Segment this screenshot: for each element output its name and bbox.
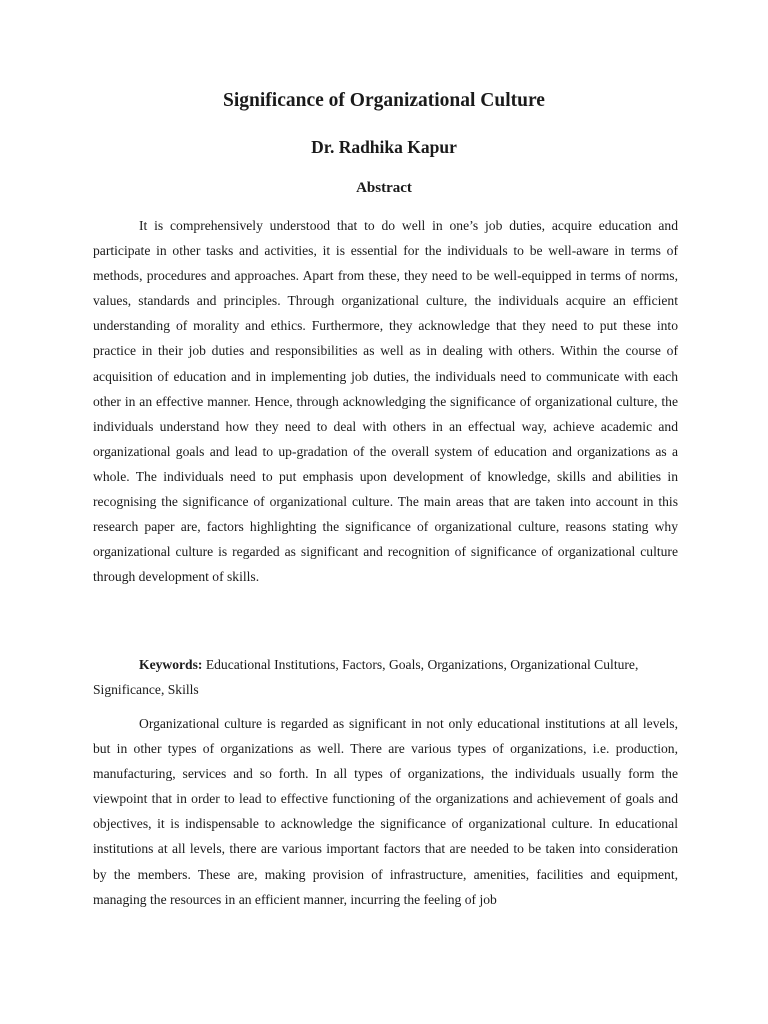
keywords-label: Keywords: [139, 657, 203, 672]
keywords-paragraph [93, 652, 678, 702]
author-name: Dr. Radhika Kapur [311, 137, 457, 157]
abstract-heading: Abstract [356, 180, 412, 196]
abstract-paragraph: It is comprehensively understood that to do well in one’s job duties, acquire education and participate in other tasks and activities, it is essential for the individuals to be well-aware in terms of methods, procedures and approaches. Apart from these, they need to be well-equipped in terms of norms, values, standards and principles. Through organizational culture, the individuals acquire an efficient understanding of morality and ethics. Furthermore, they acknowledge that they need to put these into practice in their job duties and responsibilities as well as in dealing with others. Within the course of acquisition of education and in implementing job duties, the individuals need to communicate with each other in an effective manner. Hence, through acknowledging the significance of organizational culture, the individuals understand how they need to deal with others in an effectual way, achieve academic and organizational goals and lead to up-gradation of the overall system of education and organizations as a whole. The individuals need to put emphasis upon development of knowledge, skills and abilities in recognising the significance of organizational culture. The main areas that are taken into account in this research paper are, factors highlighting the significance of organizational culture, reasons stating why organizational culture is regarded as significant and recognition of significance of organizational culture through development of skills. [93, 218, 678, 585]
keywords-list: Educational Institutions, Factors, Goals, Organizations, Organizational Culture, Significance, Skills [93, 657, 639, 698]
introduction-paragraph: Organizational culture is regarded as significant in not only educational institutions at all levels, but in other types of organizations as well. There are various types of organizations, i.e. production, manufacturing, services and so forth. In all types of organizations, the individuals usually form the viewpoint that in order to lead to effective functioning of the organizations and achievement of goals and objectives, it is indispensable to acknowledge the significance of organizational culture. In educational institutions at all levels, there are various important factors that are needed to be taken into consideration by the members. These are, making provision of infrastructure, amenities, facilities and equipment, managing the resources in an efficient manner, incurring the feeling of job [93, 716, 678, 907]
paper-title: Significance of Organizational Culture [223, 90, 545, 111]
